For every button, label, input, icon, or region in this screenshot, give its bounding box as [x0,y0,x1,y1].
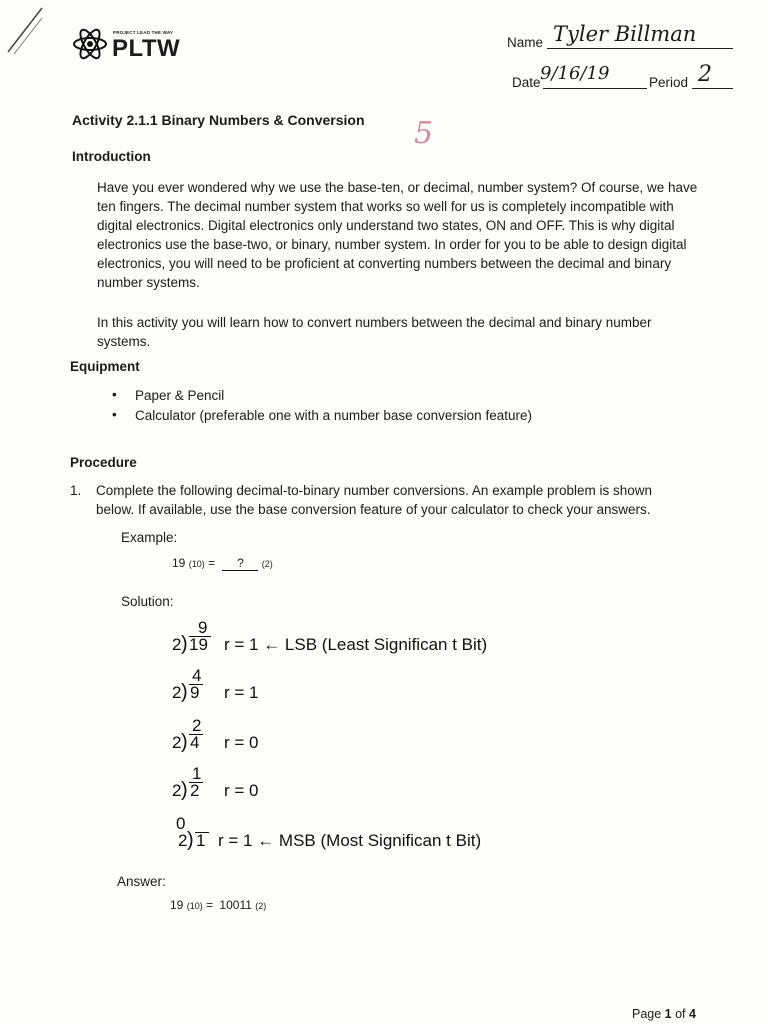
logo-text: PLTW [112,35,181,62]
quotient: 4 [192,666,202,685]
division-bracket: ) [187,829,194,851]
division-step [172,666,372,706]
dividend: 19 [189,635,208,654]
dividend: 1 [196,831,206,850]
period-label: Period [649,75,689,90]
procedure-step-number: 1. [70,483,82,498]
division-bracket: ) [181,731,188,753]
bullet-icon: • [112,387,117,402]
example-label: Example: [121,530,178,545]
procedure-line: Complete the following decimal-to-binary number conversions. An example problem is shown [96,483,653,498]
date-line [543,88,647,89]
name-label: Name [507,35,544,50]
division-step [172,764,372,804]
divisor: 2 [172,635,182,654]
activity-title: Activity 2.1.1 Binary Numbers & Conversion [72,112,365,128]
logo-tagline: PROJECT LEAD THE WAY [113,30,174,35]
equipment-heading: Equipment [70,359,140,374]
division-bracket: ) [181,681,188,703]
division-step [172,618,592,658]
quotient: 9 [198,618,208,637]
quotient: 1 [192,764,202,783]
introduction-heading: Introduction [72,149,151,164]
divisor: 2 [172,733,182,752]
quotient: 2 [192,716,202,735]
period-line [692,88,733,89]
remainder: r = 0 [224,781,259,800]
name-line [547,48,733,49]
procedure-line: below. If available, use the base conversion feature of your calculator to check your answers. [96,502,651,517]
pen-mark [4,0,44,60]
period-value: 2 [698,62,712,87]
procedure-step-text [96,481,736,519]
intro-line: digital electronics. Digital electronics only understand two states, ON and OFF. This is why digital [97,218,675,233]
answer-blank: ? [222,556,258,571]
divisor: 2 [178,831,188,850]
intro-line: number systems. [97,275,200,290]
name-value: Tyler Billman [553,22,697,46]
quotient: 0 [176,814,186,833]
remainder: r = 0 [224,733,259,752]
remainder: r = 1 ← LSB (Least Significan t Bit) [224,635,488,654]
intro-line: electronics use the base-two, or binary, number system. In order for you to be able to design digital [97,237,687,252]
dividend: 2 [190,781,200,800]
grade-mark: 5 [414,116,434,151]
procedure-heading: Procedure [70,455,137,470]
intro-line: Have you ever wondered why we use the base-ten, or decimal, number system? Of course, we have [97,180,698,195]
answer-label: Answer: [117,874,166,889]
page-number: Page 1 of 4 [632,1007,696,1021]
bullet-icon: • [112,407,117,422]
intro-line: In this activity you will learn how to convert numbers between the decimal and binary number [97,315,652,330]
division-step [172,814,592,854]
divisor: 2 [172,781,182,800]
division-bracket: ) [181,633,188,655]
solution-label: Solution: [121,594,174,609]
division-step [172,716,372,756]
divisor: 2 [172,683,182,702]
pltw-logo [72,24,202,68]
answer-equation: 19 (10) = 10011 (2) [170,898,267,912]
intro-line: ten fingers. The decimal number system that works so well for us is completely incompatible with [97,199,674,214]
date-label: Date [512,75,541,90]
dividend: 4 [190,733,200,752]
remainder: r = 1 ← MSB (Most Significan t Bit) [218,831,482,850]
example-equation: 19 (10) = ? (2) [172,556,273,570]
intro-line: systems. [97,334,151,349]
division-bracket: ) [181,779,188,801]
date-value: 9/16/19 [540,63,610,84]
introduction-paragraph-2 [97,313,737,351]
intro-line: electronics, you will need to be proficient at converting numbers between the decimal and binary [97,256,672,271]
dividend: 9 [190,683,200,702]
introduction-paragraph [97,178,737,292]
remainder: r = 1 [224,683,259,702]
atom-icon [72,26,108,62]
